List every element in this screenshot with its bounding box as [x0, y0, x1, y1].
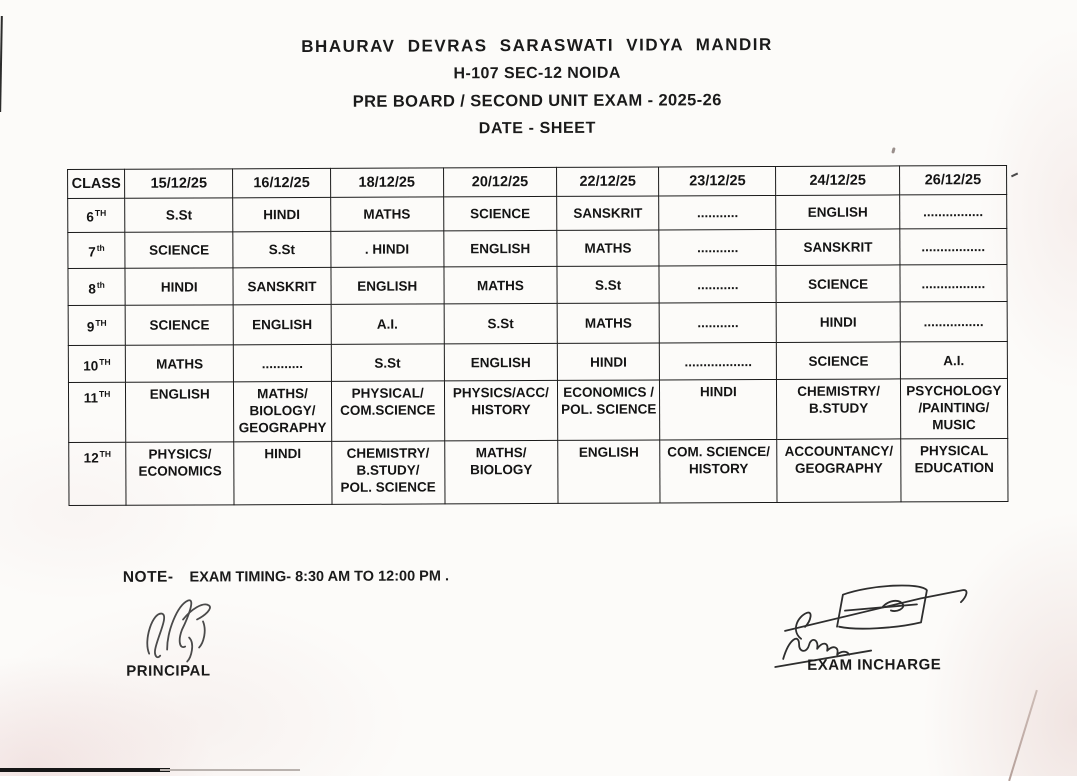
exam-cell: S.St: [331, 344, 444, 381]
table-row: [68, 378, 1007, 442]
scan-bottom-edge-faint: [160, 769, 300, 771]
exam-cell: ENGLISH: [444, 230, 557, 266]
column-header: 16/12/25: [233, 168, 330, 197]
column-header: 24/12/25: [776, 166, 899, 196]
exam-cell: MATHS: [125, 345, 233, 382]
exam-cell: MATHS: [557, 303, 659, 343]
column-header: 22/12/25: [557, 167, 659, 196]
exam-cell: A.I.: [900, 341, 1007, 378]
exam-cell: SANSKRIT: [233, 267, 330, 304]
sheet-title: DATE - SHEET: [478, 119, 596, 138]
exam-cell: ACCOUNTANCY/ GEOGRAPHY: [777, 439, 901, 503]
exam-cell: MATHS: [557, 230, 659, 266]
exam-cell: ECONOMICS / POL. SCIENCE: [557, 380, 659, 440]
school-address: H-107 SEC-12 NOIDA: [453, 64, 621, 83]
scan-bottom-edge: [0, 768, 170, 772]
class-label: 10TH: [68, 345, 125, 382]
exam-cell: MATHS/ BIOLOGY/ GEOGRAPHY: [234, 381, 331, 441]
class-label: 7th: [68, 232, 125, 268]
exam-cell: ENGLISH: [331, 267, 444, 304]
exam-cell: HINDI: [660, 379, 777, 440]
exam-cell: MATHS: [444, 266, 557, 303]
exam-cell: .................: [899, 228, 1006, 264]
principal-signature-icon: [133, 591, 228, 671]
exam-cell: PHYSICAL/ COM.SCIENCE: [331, 381, 444, 441]
table-row: [68, 228, 1007, 268]
exam-cell: SANSKRIT: [776, 229, 899, 266]
table-row: [68, 301, 1007, 345]
exam-cell: ...........: [659, 195, 776, 230]
note-text: EXAM TIMING- 8:30 AM TO 12:00 PM .: [189, 568, 450, 586]
exam-cell: PHYSICAL EDUCATION: [900, 438, 1008, 501]
table-row: [68, 194, 1007, 232]
exam-incharge-signature-icon: [771, 576, 976, 669]
exam-cell: SCIENCE: [125, 305, 233, 345]
scan-artifact-tick: [1011, 173, 1018, 178]
exam-cell: ................: [899, 194, 1006, 228]
exam-cell: S.St: [125, 198, 233, 232]
exam-cell: ...........: [234, 344, 331, 381]
exam-cell: MATHS/ BIOLOGY: [444, 440, 558, 503]
exam-cell: PHYSICS/ ECONOMICS: [126, 442, 234, 505]
exam-cell: CHEMISTRY/ B.STUDY/ POL. SCIENCE: [331, 441, 445, 504]
exam-cell: SCIENCE: [777, 342, 900, 380]
school-name: BHAURAV DEVRAS SARASWATI VIDYA MANDIR: [301, 34, 773, 57]
exam-cell: MATHS: [330, 197, 443, 231]
exam-cell: ENGLISH: [233, 304, 330, 344]
column-header: CLASS: [68, 169, 125, 198]
class-label: 11TH: [68, 382, 125, 442]
class-label: 9TH: [68, 305, 125, 345]
exam-title: PRE BOARD / SECOND UNIT EXAM - 2025-26: [352, 91, 722, 111]
exam-cell: HINDI: [557, 343, 659, 380]
exam-cell: HINDI: [234, 441, 331, 504]
exam-cell: S.St: [557, 266, 659, 303]
column-header: 23/12/25: [659, 166, 776, 196]
exam-timing-note: [123, 567, 449, 586]
class-label: 12TH: [69, 442, 126, 505]
exam-cell: ...........: [659, 265, 776, 303]
column-header: 18/12/25: [330, 168, 443, 197]
exam-cell: COM. SCIENCE/ HISTORY: [660, 439, 778, 503]
date-sheet-table: [67, 165, 1008, 506]
exam-cell: ................: [900, 301, 1007, 341]
column-header: 20/12/25: [443, 167, 556, 196]
exam-cell: HINDI: [233, 197, 330, 231]
exam-cell: S.St: [233, 231, 330, 267]
document-header: [0, 34, 1076, 141]
exam-cell: .................: [900, 264, 1007, 301]
table-header-row: [68, 165, 1007, 198]
table-row: [69, 438, 1008, 505]
exam-cell: A.I.: [331, 304, 444, 344]
scan-artifact-smudge: [891, 147, 895, 154]
table-row: [68, 341, 1007, 382]
exam-cell: . HINDI: [330, 231, 443, 267]
class-label: 6TH: [68, 198, 125, 232]
exam-cell: PHYSICS/ACC/ HISTORY: [444, 380, 557, 440]
exam-cell: CHEMISTRY/ B.STUDY: [777, 379, 901, 440]
exam-cell: ENGLISH: [558, 440, 660, 503]
exam-cell: HINDI: [125, 268, 233, 305]
exam-cell: HINDI: [777, 302, 900, 343]
exam-cell: PSYCHOLOGY /PAINTING/ MUSIC: [900, 378, 1008, 438]
exam-cell: SCIENCE: [443, 196, 556, 230]
exam-cell: ENGLISH: [126, 382, 234, 442]
exam-cell: ...........: [659, 229, 776, 266]
principal-label: PRINCIPAL: [126, 662, 211, 680]
column-header: 26/12/25: [899, 165, 1006, 194]
class-label: 8th: [68, 268, 125, 305]
table-row: [68, 264, 1007, 305]
exam-cell: S.St: [444, 303, 557, 343]
exam-cell: SCIENCE: [776, 265, 899, 303]
exam-cell: ..................: [660, 342, 777, 380]
exam-cell: ENGLISH: [776, 195, 899, 230]
exam-cell: SCIENCE: [125, 232, 233, 268]
exam-incharge-label: EXAM INCHARGE: [807, 656, 942, 674]
exam-cell: ...........: [659, 302, 776, 343]
note-label: NOTE-: [122, 568, 174, 586]
column-header: 15/12/25: [125, 169, 233, 198]
exam-cell: SANSKRIT: [557, 196, 659, 230]
exam-cell: ENGLISH: [444, 343, 557, 380]
